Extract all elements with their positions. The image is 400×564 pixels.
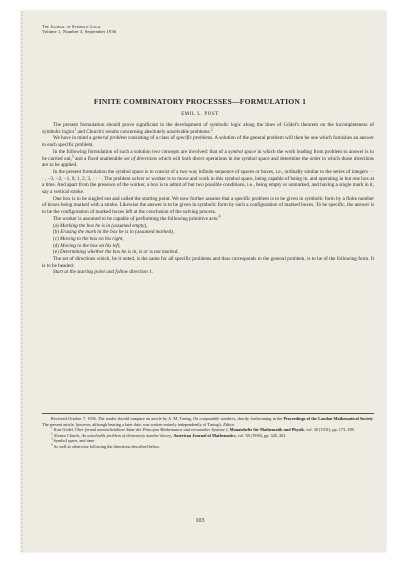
text-run: , vol. 58 (1936), pp. 345–363. [235, 432, 287, 438]
paragraph: In the present formulation the symbol space is to consist of a two way infinite sequence of spaces or boxes, i.e., ordinally similar to the series of integers · · · , −3, −2, −1, 0, 1, 2, 3, · · · . The problem solver or worker is to move and work in this symbol space, being capable of being in, and operating in but one box at a time. And apart from the presence of the worker, a box is to admit of but two possible conditions, i.e., being empty or unmarked, and having a single mark in it, say a vertical stroke. [42, 168, 374, 196]
paragraph: The set of directions which, be it noted, is the same for all specific problems and thus corresponds to the general problem, is to be of the following form. It is to be headed: [42, 256, 374, 269]
article-title: FINITE COMBINATORY PROCESSES—FORMULATION 1 [93, 97, 307, 106]
list-item-text: Erasing the mark in the box he is in (assumed marked), [60, 229, 175, 236]
list-item-text: Determining whether the box he is in, is or is not marked. [60, 249, 179, 256]
emphasis: general problem [92, 135, 127, 142]
text-run: and Church's results concerning absolutely unsolvable problems. [76, 128, 211, 135]
list-item-text: Moving to the box on his left, [60, 242, 121, 249]
footnote-ref: 4 [218, 214, 221, 219]
footnote-rule [42, 413, 374, 414]
list-item-label: (d) [53, 242, 59, 249]
text-run: . A solution of the general problem will then be one which furnishes an answer to each specific problem. [42, 135, 375, 149]
emphasis: Über formal unentscheidbare Sätze der Principia Mathematica und verwandter Systeme I [74, 427, 228, 433]
bold-text: Monatshefte für Mathematik und Physik [229, 427, 304, 433]
text-run: Kurt Gödel, [53, 427, 75, 433]
footnote-received [42, 416, 374, 427]
primitive-acts-list [42, 223, 374, 257]
list-item-label: (c) [53, 235, 59, 242]
emphasis: Start at the starting point and follow direction 1. [53, 269, 153, 276]
article-author: EMIL L. POST [181, 112, 219, 117]
journal-issue: Volume 1, Number 3, September 1936 [42, 29, 117, 35]
text-run: . The present article, however, although bearing a later date, was written entirely independently of Turing's. [42, 416, 374, 427]
text-run: As well as otherwise following the directions described below. [53, 443, 160, 449]
journal-name: The Journal of Symbolic Logic [42, 24, 101, 29]
footnote [42, 444, 374, 450]
list-item [42, 236, 374, 243]
text-run: , vol. 38 (1931), pp. 173–198. [303, 427, 355, 433]
emphasis: An unsolvable problem of elementary number theory [81, 432, 172, 438]
list-item-label: (e) [53, 249, 59, 256]
footnote-marker: 1 [51, 425, 53, 430]
footnote-marker: 2 [51, 431, 53, 436]
paragraph [42, 216, 374, 223]
text-run: , shortly forthcoming in the [235, 416, 284, 421]
list-item-text: Marking the box he is in (assumed empty), [60, 222, 148, 229]
text-run: The worker is assumed to be capable of performing the following primitive acts: [53, 215, 219, 222]
emphasis: On computable numbers [193, 416, 236, 421]
paragraph [42, 135, 374, 148]
list-item-label: (a) [53, 222, 59, 229]
journal-header [42, 24, 116, 35]
paragraph: One box is to be singled out and called the starting point. We now further assume that a specific problem is to be given in symbolic form by a finite number of boxes being marked with a stroke. Likewise the answer is to be given in symbolic form by such a configuration of marked boxes. To be specific, the answer is to be the configuration of marked boxes left at the conclusion of the solving process. [42, 195, 374, 216]
text-run: , [171, 432, 174, 438]
emphasis: Editor. [223, 421, 235, 427]
footnote-ref: 3 [71, 153, 74, 158]
emphasis: symbol space [228, 148, 257, 155]
paragraph [42, 269, 374, 276]
footnotes [42, 416, 374, 450]
paper-sheet [21, 11, 386, 552]
bold-text: Proceedings of the London Mathematical Society [283, 416, 373, 421]
text-run: , [227, 427, 230, 433]
text-run: which will both direct operations in the symbol space and determine the order in which those directions are to be applied. [42, 155, 375, 169]
text-run: in which the work leading from problem to answer is to be carried out, [42, 148, 374, 162]
article-body [42, 122, 374, 276]
text-run: Received October 7, 1936. The reader should compare an article by A. M. Turing, [51, 416, 194, 421]
emphasis: set of directions [124, 155, 157, 162]
text-run: The present formulation should prove significant in the development of symbolic logic along the lines of Gödel's theorem on the incompleteness of symbolic logics [42, 122, 374, 135]
text-run: In the following formulation of such a solution two concepts are involved: that of a [53, 148, 229, 155]
footnote-marker: 4 [51, 442, 53, 447]
list-item [42, 229, 374, 236]
text-run: Symbol space, and time. [53, 438, 96, 444]
text-run: Alonzo Church, [53, 432, 82, 438]
footnote-ref: 1 [74, 126, 77, 131]
emphasis: specific problems [176, 135, 213, 142]
list-item-label: (b) [53, 229, 59, 236]
footnote-marker: 3 [51, 436, 53, 441]
paragraph [42, 122, 374, 135]
footnote-ref: 2 [210, 126, 213, 131]
bold-text: American Journal of Mathematics [173, 432, 236, 438]
text-run: and a fixed unalterable [73, 155, 125, 162]
text-run: We have in mind a [53, 135, 93, 142]
paragraph [42, 149, 374, 169]
page-number: 103 [195, 518, 205, 524]
list-item-text: Moving to the box on his right, [60, 235, 124, 242]
text-run: consisting of a class of [126, 135, 177, 142]
